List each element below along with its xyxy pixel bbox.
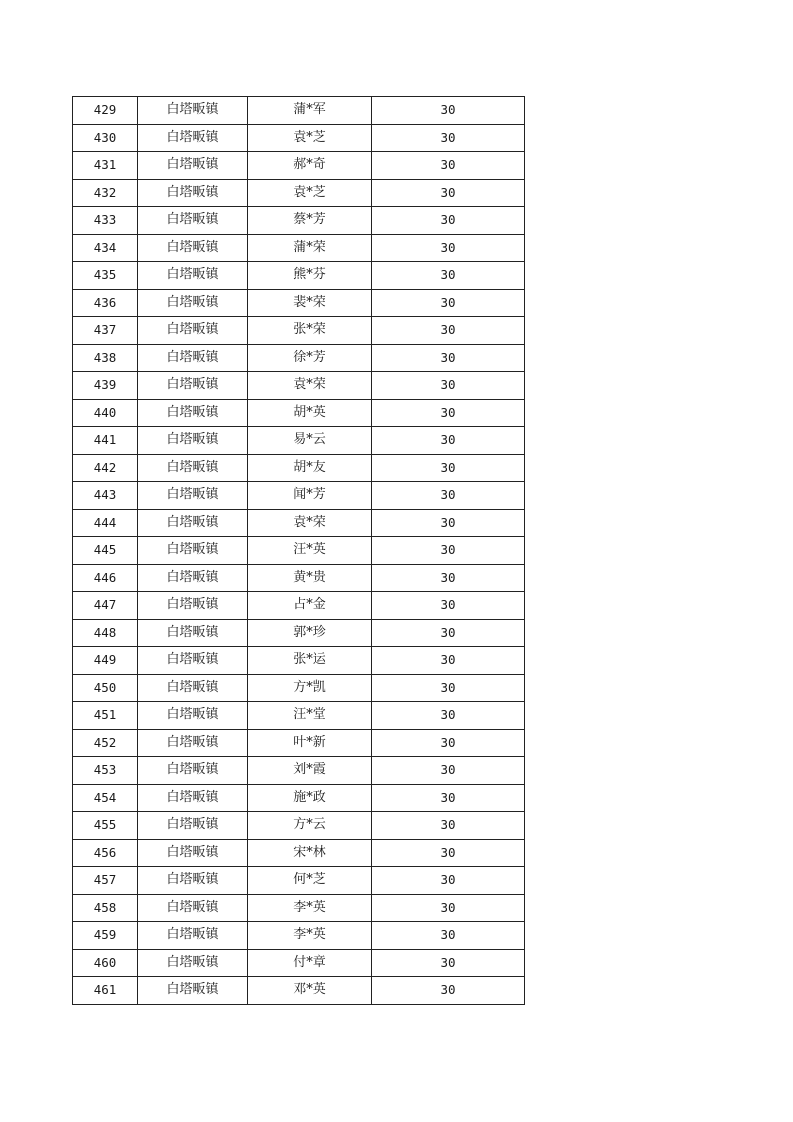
row-number-cell: 437 — [73, 317, 138, 345]
town-cell: 白塔畈镇 — [138, 894, 248, 922]
name-cell: 郭*珍 — [248, 619, 372, 647]
amount-cell: 30 — [372, 729, 525, 757]
name-cell: 徐*芳 — [248, 344, 372, 372]
table-row — [73, 454, 525, 482]
town-cell: 白塔畈镇 — [138, 289, 248, 317]
town-cell: 白塔畈镇 — [138, 702, 248, 730]
amount-cell: 30 — [372, 757, 525, 785]
amount-cell: 30 — [372, 537, 525, 565]
table-row — [73, 922, 525, 950]
amount-cell: 30 — [372, 702, 525, 730]
town-cell: 白塔畈镇 — [138, 179, 248, 207]
name-cell: 裴*荣 — [248, 289, 372, 317]
town-cell: 白塔畈镇 — [138, 344, 248, 372]
town-cell: 白塔畈镇 — [138, 757, 248, 785]
table-row — [73, 812, 525, 840]
amount-cell: 30 — [372, 482, 525, 510]
amount-cell: 30 — [372, 262, 525, 290]
town-cell: 白塔畈镇 — [138, 674, 248, 702]
table-row — [73, 702, 525, 730]
town-cell: 白塔畈镇 — [138, 372, 248, 400]
amount-cell: 30 — [372, 674, 525, 702]
name-cell: 闻*芳 — [248, 482, 372, 510]
amount-cell: 30 — [372, 207, 525, 235]
town-cell: 白塔畈镇 — [138, 262, 248, 290]
row-number-cell: 429 — [73, 97, 138, 125]
amount-cell: 30 — [372, 812, 525, 840]
name-cell: 方*云 — [248, 812, 372, 840]
amount-cell: 30 — [372, 564, 525, 592]
town-cell: 白塔畈镇 — [138, 399, 248, 427]
town-cell: 白塔畈镇 — [138, 152, 248, 180]
amount-cell: 30 — [372, 372, 525, 400]
row-number-cell: 439 — [73, 372, 138, 400]
row-number-cell: 448 — [73, 619, 138, 647]
table-row — [73, 537, 525, 565]
table-row — [73, 179, 525, 207]
name-cell: 汪*堂 — [248, 702, 372, 730]
row-number-cell: 453 — [73, 757, 138, 785]
name-cell: 蔡*芳 — [248, 207, 372, 235]
row-number-cell: 450 — [73, 674, 138, 702]
town-cell: 白塔畈镇 — [138, 977, 248, 1005]
amount-cell: 30 — [372, 619, 525, 647]
row-number-cell: 447 — [73, 592, 138, 620]
table-row — [73, 427, 525, 455]
table-row — [73, 564, 525, 592]
amount-cell: 30 — [372, 922, 525, 950]
row-number-cell: 458 — [73, 894, 138, 922]
town-cell: 白塔畈镇 — [138, 207, 248, 235]
name-cell: 何*芝 — [248, 867, 372, 895]
amount-cell: 30 — [372, 399, 525, 427]
row-number-cell: 441 — [73, 427, 138, 455]
table-row — [73, 262, 525, 290]
town-cell: 白塔畈镇 — [138, 592, 248, 620]
row-number-cell: 431 — [73, 152, 138, 180]
name-cell: 施*政 — [248, 784, 372, 812]
table-row — [73, 372, 525, 400]
amount-cell: 30 — [372, 289, 525, 317]
table-row — [73, 399, 525, 427]
town-cell: 白塔畈镇 — [138, 509, 248, 537]
table-row — [73, 894, 525, 922]
town-cell: 白塔畈镇 — [138, 97, 248, 125]
row-number-cell: 457 — [73, 867, 138, 895]
table-row — [73, 949, 525, 977]
name-cell: 付*章 — [248, 949, 372, 977]
row-number-cell: 443 — [73, 482, 138, 510]
name-cell: 李*英 — [248, 922, 372, 950]
row-number-cell: 445 — [73, 537, 138, 565]
town-cell: 白塔畈镇 — [138, 317, 248, 345]
name-cell: 袁*荣 — [248, 372, 372, 400]
amount-cell: 30 — [372, 317, 525, 345]
table-row — [73, 674, 525, 702]
row-number-cell: 446 — [73, 564, 138, 592]
name-cell: 袁*荣 — [248, 509, 372, 537]
row-number-cell: 460 — [73, 949, 138, 977]
table-row — [73, 317, 525, 345]
town-cell: 白塔畈镇 — [138, 867, 248, 895]
table-row — [73, 152, 525, 180]
table-row — [73, 867, 525, 895]
table-row — [73, 784, 525, 812]
town-cell: 白塔畈镇 — [138, 922, 248, 950]
amount-cell: 30 — [372, 427, 525, 455]
amount-cell: 30 — [372, 509, 525, 537]
amount-cell: 30 — [372, 344, 525, 372]
row-number-cell: 451 — [73, 702, 138, 730]
row-number-cell: 442 — [73, 454, 138, 482]
amount-cell: 30 — [372, 592, 525, 620]
table-row — [73, 207, 525, 235]
town-cell: 白塔畈镇 — [138, 619, 248, 647]
row-number-cell: 444 — [73, 509, 138, 537]
town-cell: 白塔畈镇 — [138, 812, 248, 840]
amount-cell: 30 — [372, 179, 525, 207]
amount-cell: 30 — [372, 949, 525, 977]
town-cell: 白塔畈镇 — [138, 454, 248, 482]
table-row — [73, 124, 525, 152]
row-number-cell: 436 — [73, 289, 138, 317]
amount-cell: 30 — [372, 977, 525, 1005]
row-number-cell: 456 — [73, 839, 138, 867]
row-number-cell: 440 — [73, 399, 138, 427]
row-number-cell: 461 — [73, 977, 138, 1005]
town-cell: 白塔畈镇 — [138, 537, 248, 565]
name-cell: 蒲*军 — [248, 97, 372, 125]
table-row — [73, 757, 525, 785]
town-cell: 白塔畈镇 — [138, 124, 248, 152]
name-cell: 黄*贵 — [248, 564, 372, 592]
row-number-cell: 435 — [73, 262, 138, 290]
town-cell: 白塔畈镇 — [138, 647, 248, 675]
row-number-cell: 449 — [73, 647, 138, 675]
amount-cell: 30 — [372, 867, 525, 895]
row-number-cell: 452 — [73, 729, 138, 757]
table-row — [73, 619, 525, 647]
name-cell: 熊*芬 — [248, 262, 372, 290]
table-row — [73, 509, 525, 537]
subsidy-list-sheet — [72, 96, 525, 1005]
name-cell: 张*运 — [248, 647, 372, 675]
name-cell: 邓*英 — [248, 977, 372, 1005]
amount-cell: 30 — [372, 124, 525, 152]
name-cell: 张*荣 — [248, 317, 372, 345]
name-cell: 郝*奇 — [248, 152, 372, 180]
town-cell: 白塔畈镇 — [138, 234, 248, 262]
row-number-cell: 434 — [73, 234, 138, 262]
row-number-cell: 455 — [73, 812, 138, 840]
amount-cell: 30 — [372, 647, 525, 675]
name-cell: 宋*林 — [248, 839, 372, 867]
roster-table-body — [73, 97, 525, 1005]
table-row — [73, 592, 525, 620]
town-cell: 白塔畈镇 — [138, 784, 248, 812]
row-number-cell: 438 — [73, 344, 138, 372]
town-cell: 白塔畈镇 — [138, 482, 248, 510]
table-row — [73, 289, 525, 317]
name-cell: 汪*英 — [248, 537, 372, 565]
town-cell: 白塔畈镇 — [138, 427, 248, 455]
town-cell: 白塔畈镇 — [138, 839, 248, 867]
amount-cell: 30 — [372, 894, 525, 922]
name-cell: 袁*芝 — [248, 124, 372, 152]
amount-cell: 30 — [372, 234, 525, 262]
row-number-cell: 433 — [73, 207, 138, 235]
town-cell: 白塔畈镇 — [138, 949, 248, 977]
name-cell: 袁*芝 — [248, 179, 372, 207]
name-cell: 易*云 — [248, 427, 372, 455]
amount-cell: 30 — [372, 97, 525, 125]
name-cell: 蒲*荣 — [248, 234, 372, 262]
name-cell: 叶*新 — [248, 729, 372, 757]
town-cell: 白塔畈镇 — [138, 564, 248, 592]
table-row — [73, 482, 525, 510]
roster-table — [72, 96, 525, 1005]
town-cell: 白塔畈镇 — [138, 729, 248, 757]
name-cell: 方*凯 — [248, 674, 372, 702]
row-number-cell: 432 — [73, 179, 138, 207]
name-cell: 胡*友 — [248, 454, 372, 482]
table-row — [73, 729, 525, 757]
table-row — [73, 344, 525, 372]
amount-cell: 30 — [372, 454, 525, 482]
name-cell: 李*英 — [248, 894, 372, 922]
table-row — [73, 97, 525, 125]
name-cell: 刘*霞 — [248, 757, 372, 785]
row-number-cell: 454 — [73, 784, 138, 812]
amount-cell: 30 — [372, 152, 525, 180]
table-row — [73, 977, 525, 1005]
row-number-cell: 430 — [73, 124, 138, 152]
name-cell: 占*金 — [248, 592, 372, 620]
table-row — [73, 839, 525, 867]
amount-cell: 30 — [372, 784, 525, 812]
table-row — [73, 647, 525, 675]
name-cell: 胡*英 — [248, 399, 372, 427]
table-row — [73, 234, 525, 262]
row-number-cell: 459 — [73, 922, 138, 950]
amount-cell: 30 — [372, 839, 525, 867]
